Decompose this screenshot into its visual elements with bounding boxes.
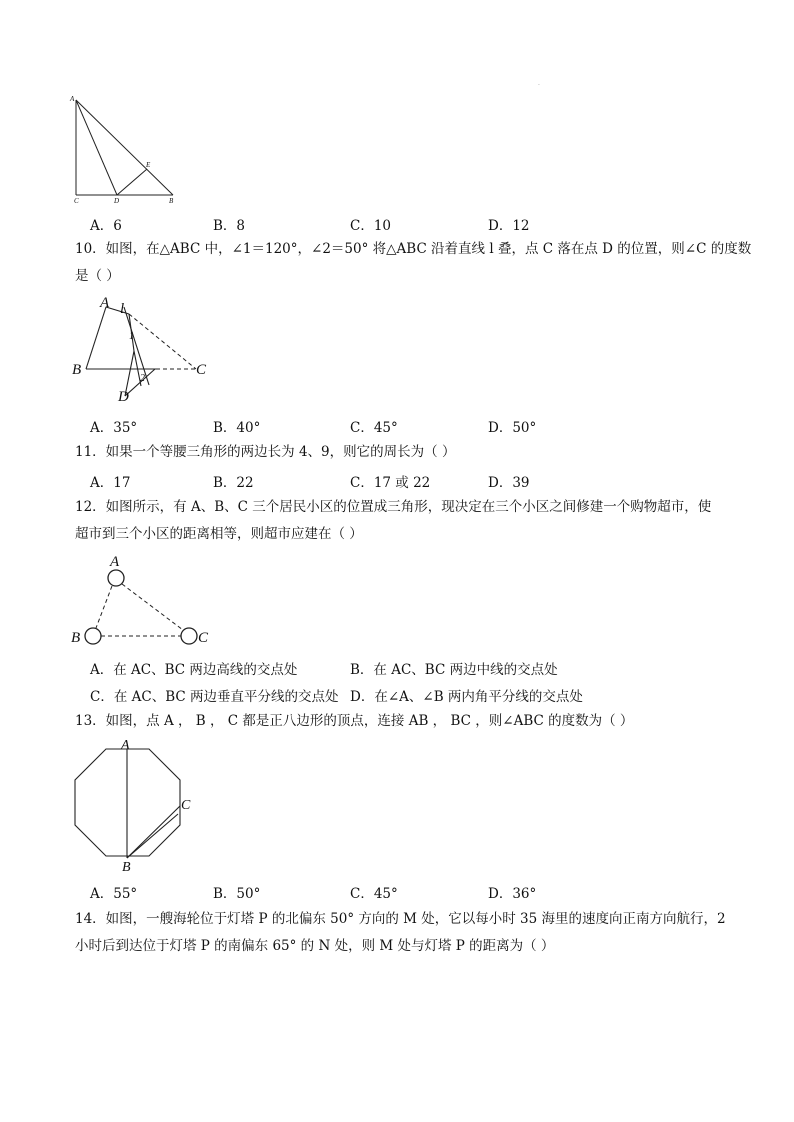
q11-option-c: C．17 或 22 [350, 475, 431, 491]
q14-question-line2: 小时后到达位于灯塔 P 的南偏东 65° 的 N 处，则 M 处与灯塔 P 的距离为（ ） [75, 938, 555, 954]
q14-question-line1: 14．如图，一艘海轮位于灯塔 P 的北偏东 50° 方向的 M 处，它以每小时 35 海里的速度向正南方向航行，2 [75, 911, 726, 927]
q13-label-a: A [121, 738, 130, 753]
q9-option-c: C．10 [350, 218, 392, 234]
q9-label-e: E [146, 161, 151, 169]
q13-label-c: C [181, 798, 191, 813]
q12-circle-b [85, 628, 101, 644]
q11-question: 11．如果一个等腰三角形的两边长为 4、9，则它的周长为（ ） [75, 444, 456, 460]
q12-circle-c [181, 628, 197, 644]
q10-option-d: D．50° [488, 420, 537, 436]
q11-option-d: D．39 [488, 475, 530, 491]
q10-label-l: l [120, 301, 125, 317]
q10-label-2: 2 [140, 373, 145, 384]
q13-question: 13．如图，点 A ， B ， C 都是正八边形的顶点，连接 AB ， BC ，则∠ABC 的度数为（ ） [75, 713, 634, 729]
q13-option-c: C．45° [350, 886, 398, 902]
q12-option-c: C．在 AC、BC 两边垂直平分线的交点处 [90, 689, 339, 705]
q9-figure [66, 92, 186, 208]
stray-dot: . [538, 80, 540, 87]
q11-option-b: B．22 [213, 475, 254, 491]
q12-question-line1: 12．如图所示，有 A、B、C 三个居民小区的位置成三角形，现决定在三个小区之间修建一个购物超市，使 [75, 499, 712, 515]
q9-option-a: A．6 [90, 218, 122, 234]
q13-option-b: B．50° [213, 886, 261, 902]
q12-label-c: C [198, 630, 209, 646]
q12-circle-a [108, 570, 124, 586]
q10-label-b: B [72, 362, 82, 378]
q10-question-line2: 是（ ） [75, 268, 120, 284]
q13-option-d: D．36° [488, 886, 537, 902]
q9-option-b: B．8 [213, 218, 246, 234]
q10-option-a: A．35° [90, 420, 138, 436]
q12-question-line2: 超市到三个小区的距离相等，则超市应建在（ ） [75, 526, 363, 542]
q13-figure [66, 736, 206, 876]
q9-label-a: A [70, 95, 75, 103]
q12-option-a: A．在 AC、BC 两边高线的交点处 [90, 662, 298, 678]
q12-label-a: A [110, 554, 120, 570]
q10-label-1: 1 [129, 331, 134, 342]
q10-label-a: A [100, 295, 110, 311]
q11-option-a: A．17 [90, 475, 131, 491]
q10-option-c: C．45° [350, 420, 398, 436]
q10-question-line1: 10．如图，在△ABC 中，∠1＝120°，∠2＝50° 将△ABC 沿着直线 l 叠，点 C 落在点 D 的位置，则∠C 的度数 [75, 241, 752, 257]
q13-label-b: B [122, 860, 131, 875]
q13-option-a: A．55° [90, 886, 138, 902]
q12-option-d: D．在∠A、∠B 两内角平分线的交点处 [350, 689, 583, 705]
q9-label-b: B [169, 197, 174, 205]
q10-option-b: B．40° [213, 420, 261, 436]
q9-label-c: C [74, 197, 79, 205]
q10-label-d: D [118, 389, 129, 405]
q9-label-d: D [114, 197, 120, 205]
q12-label-b: B [71, 630, 81, 646]
q10-figure [66, 293, 216, 405]
q10-label-c: C [196, 362, 207, 378]
q12-option-b: B．在 AC、BC 两边中线的交点处 [350, 662, 558, 678]
q9-option-d: D．12 [488, 218, 530, 234]
q12-figure [66, 550, 216, 650]
